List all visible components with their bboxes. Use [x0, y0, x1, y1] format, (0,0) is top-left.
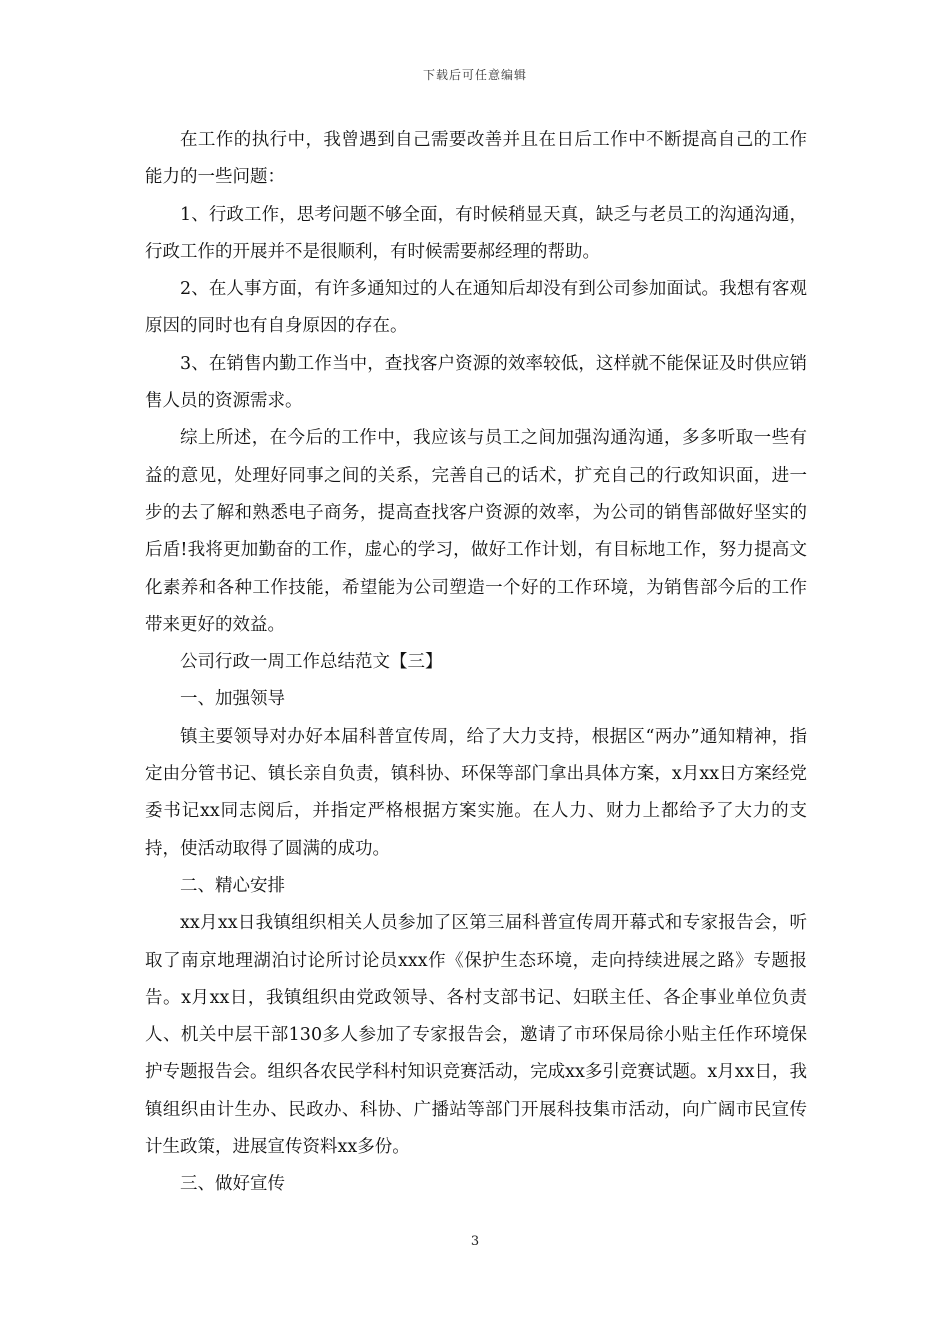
paragraph: 3、在销售内勤工作当中，查找客户资源的效率较低，这样就不能保证及时供应销售人员的资源需求。 — [145, 353, 807, 412]
section-heading: 三、做好宣传 — [180, 1174, 285, 1195]
paragraph: 在工作的执行中，我曾遇到自己需要改善并且在日后工作中不断提高自己的工作能力的一些问题： — [145, 130, 807, 188]
paragraph: xx月xx日我镇组织相关人员参加了区第三届科普宣传周开幕式和专家报告会，听取了南京地理湖泊讨论所讨论员xxx作《保护生态环境，走向持续进展之路》专题报告。x月xx日，我镇组织由党政领导、各村支部书记、妇联主任、各企事业单位负责人、机关中层干部130多人参加了专家报告会，邀请了市环保局徐小贴主任作环境保护专题报告会。组织各农民学科村知识竞赛活动，完成xx多引竞赛试题。x月xx日，我镇组织由计生办、民政办、科协、广播站等部门开展科技集市活动，向广阔市民宣传计生政策，进展宣传资料xx多份。 — [145, 913, 807, 1158]
paragraph: 综上所述，在今后的工作中，我应该与员工之间加强沟通沟通，多多听取一些有益的意见，处理好同事之间的关系，完善自己的话术，扩充自己的行政知识面，进一步的去了解和熟悉电子商务，提高查找客户资源的效率，为公司的销售部做好坚实的后盾!我将更加勤奋的工作，虚心的学习，做好工作计划，有目标地工作，努力提高文化素养和各种工作技能，希望能为公司塑造一个好的工作环境，为销售部今后的工作带来更好的效益。 — [145, 428, 807, 635]
paragraph: 2、在人事方面，有许多通知过的人在通知后却没有到公司参加面试。我想有客观原因的同时也有自身原因的存在。 — [145, 279, 807, 337]
section-heading: 二、精心安排 — [180, 875, 285, 896]
page-number: 3 — [470, 1234, 480, 1249]
document-body — [145, 122, 807, 1204]
section-heading: 一、加强领导 — [180, 689, 285, 710]
header-note: 下载后可任意编辑 — [422, 68, 527, 82]
section-title: 公司行政一周工作总结范文【三】 — [180, 652, 443, 673]
paragraph: 1、行政工作，思考问题不够全面，有时候稍显天真，缺乏与老员工的沟通沟通，行政工作的开展并不是很顺利，有时候需要郝经理的帮助。 — [145, 204, 807, 262]
paragraph: 镇主要领导对办好本届科普宣传周，给了大力支持，根据区“两办”通知精神，指定由分管书记、镇长亲自负责，镇科协、环保等部门拿出具体方案，x月xx日方案经党委书记xx同志阅后，并指定严格根据方案实施。在人力、财力上都给予了大力的支持，使活动取得了圆满的成功。 — [145, 726, 807, 859]
